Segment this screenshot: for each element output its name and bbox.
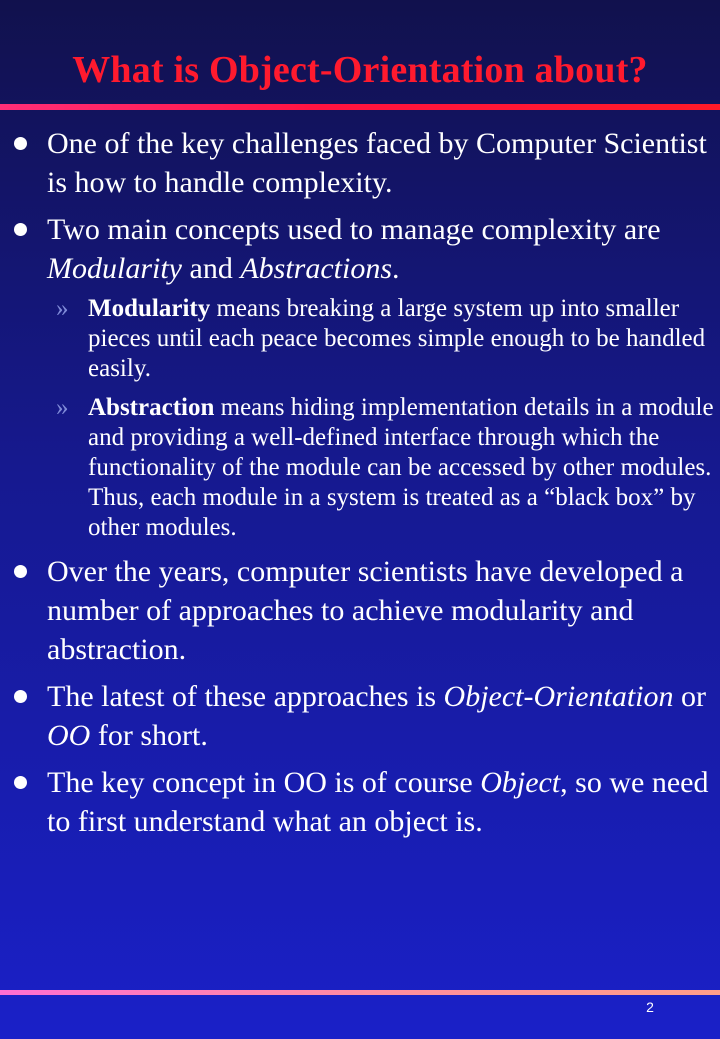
bullet-item-5 <box>14 763 714 841</box>
bullet-emphasis-abstractions: Abstractions <box>240 252 392 285</box>
bullet-item-4 <box>14 677 714 755</box>
page-number: 2 <box>646 999 654 1015</box>
sub-bullet-term: Abstraction <box>88 394 215 421</box>
bullet-text: Over the years, computer scientists have developed a number of approaches to achieve modularity and abstraction. <box>47 555 684 666</box>
bullet-text: One of the key challenges faced by Computer Scientist is how to handle complexity. <box>47 127 707 199</box>
sub-bullet-text: means hiding implementation details in a module and providing a well-defined interface through which the functionality of the module can be accessed by other modules. Thus, each module in a system is treated as a “black box” by other modules. <box>88 394 714 541</box>
bullet-emphasis-object: Object <box>480 766 561 799</box>
double-chevron-icon: » <box>56 295 69 322</box>
title-divider <box>0 104 720 110</box>
bullet-dot-icon <box>14 690 27 703</box>
bullet-text-start: The latest of these approaches is <box>47 680 444 713</box>
footer-divider <box>0 990 720 995</box>
sub-bullet-text: means breaking a large system up into smaller pieces until each peace becomes simple enough to be handled easily. <box>88 295 706 382</box>
slide-title: What is Object-Orientation about? <box>72 49 648 91</box>
bullet-text-middle: or <box>673 680 706 713</box>
bullet-item-2 <box>14 210 714 288</box>
bullet-text-end: . <box>392 252 400 285</box>
bullet-text-start: The key concept in OO is of course <box>47 766 481 799</box>
slide-content <box>14 124 714 849</box>
bullet-dot-icon <box>14 223 27 236</box>
bullet-item-1 <box>14 124 714 202</box>
sub-bullet-modularity <box>14 294 714 384</box>
bullet-emphasis-modularity: Modularity <box>47 252 182 285</box>
sub-bullet-abstraction <box>14 393 714 543</box>
bullet-emphasis-oo: OO <box>47 719 91 752</box>
bullet-text-start: Two main concepts used to manage complexity are <box>47 213 661 246</box>
bullet-item-3 <box>14 552 714 669</box>
bullet-dot-icon <box>14 137 27 150</box>
bullet-dot-icon <box>14 776 27 789</box>
double-chevron-icon: » <box>56 394 69 421</box>
sub-bullet-term: Modularity <box>88 295 211 322</box>
bullet-text-middle: and <box>182 252 241 285</box>
bullet-text-end: , so we need to first understand what an object is. <box>47 766 709 838</box>
bullet-dot-icon <box>14 565 27 578</box>
sub-bullet-list <box>14 294 714 543</box>
bullet-text-end: for short. <box>90 719 208 752</box>
bullet-emphasis-object-orientation: Object-Orientation <box>443 680 674 713</box>
